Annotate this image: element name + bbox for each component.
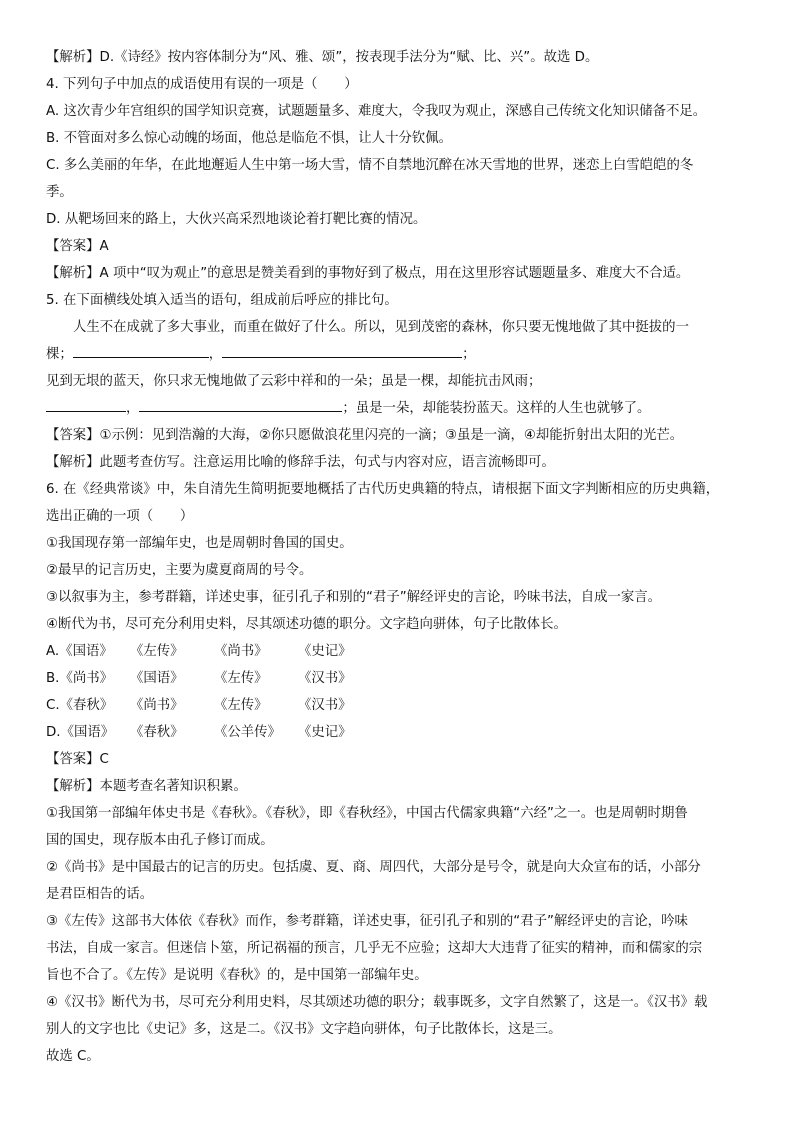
question-4-option-d: D. 从靶场回来的路上，大伙兴高采烈地谈论着打靶比赛的情况。	[46, 212, 427, 227]
fill-blank-2	[222, 343, 462, 358]
option-letter: A.	[46, 644, 60, 659]
fill-blank-3	[46, 397, 126, 412]
fill-blank-1	[73, 343, 209, 358]
option-lead	[46, 692, 130, 719]
question-4-stem: 4. 下列句子中加点的成语使用有误的一项是（ ）	[46, 77, 358, 92]
question-6-answer: 【答案】C	[46, 752, 109, 767]
question-6-stem-cont: 选出正确的一项（ ）	[46, 509, 194, 524]
book-title: 《史记》	[298, 644, 352, 659]
book-title: 《春秋》	[59, 698, 114, 713]
book-title: 《春秋》	[130, 725, 184, 740]
book-title: 《左传》	[214, 671, 268, 686]
question-5-answer: 【答案】①示例：见到浩瀚的大海，②你只愿做浪花里闪亮的一滴；③虽是一滴，④却能折射出太阳的光芒。	[46, 428, 684, 443]
option-letter: D.	[46, 725, 61, 740]
book-title: 《国语》	[60, 725, 115, 740]
analysis-paragraph-3-cont: 书法，自成一家言。但迷信卜筮，所记祸福的预言，几乎无不应验；这却大大违背了征实的精神，而和儒家的宗	[46, 941, 703, 956]
option-letter: B.	[46, 671, 60, 686]
passage-text: ，	[208, 347, 223, 362]
option-lead	[46, 719, 130, 746]
question-5-analysis: 【解析】此题考查仿写。注意运用比喻的修辞手法，句式与内容对应，语言流畅即可。	[46, 455, 555, 470]
passage-text: 棵；	[46, 347, 73, 362]
question-5-stem: 5. 在下面横线处填入适当的语句，组成前后呼应的排比句。	[46, 293, 398, 308]
analysis-paragraph-2-cont: 是君臣相告的话。	[46, 887, 154, 902]
fill-blank-4	[139, 397, 342, 412]
book-title: 《国语》	[130, 671, 184, 686]
book-title: 《左传》	[214, 698, 268, 713]
analysis-paragraph-2: ②《尚书》是中国最古的记言的历史。包括虞、夏、商、周四代，大部分是号令，就是向大众宣布的话，小部分	[46, 860, 701, 875]
analysis-paragraph-1-cont: 国的国史，现存版本由孔子修订而成。	[46, 833, 274, 848]
question-6-item-3: ③以叙事为主，参考群籍，详述史事，征引孔子和别的“君子”解经评史的言论，吟味书法，自成一家言。	[46, 590, 662, 605]
option-lead	[46, 665, 130, 692]
question-6-option-d	[46, 719, 762, 746]
analysis-paragraph-3-cont: 旨也不合了。《左传》是说明《春秋》的，是中国第一部编年史。	[46, 968, 428, 983]
option-letter: C.	[46, 698, 60, 713]
analysis-paragraph-4: ④《汉书》断代为书，尽可充分利用史料，尽其颂述功德的职分；载事既多，文字自然繁了，这是一。《汉书》载	[46, 995, 708, 1010]
book-title: 《公羊传》	[214, 725, 281, 740]
book-title: 《汉书》	[298, 671, 352, 686]
document-page	[46, 44, 762, 1070]
option-lead	[46, 638, 130, 665]
passage-text: ，	[126, 401, 140, 416]
question-4-option-b: B. 不管面对多么惊心动魄的场面，他总是临危不惧，让人十分钦佩。	[46, 131, 453, 146]
analysis-paragraph-1: ①我国第一部编年体史书是《春秋》。《春秋》，即《春秋经》，中国古代儒家典籍“六经”之一。也是周朝时期鲁	[46, 806, 688, 821]
question-6-item-4: ④断代为书，尽可充分利用史料，尽其颂述功德的职分。文字趋向骈体，句子比散体长。	[46, 617, 567, 632]
question-4-analysis: 【解析】A 项中“叹为观止”的意思是赞美看到的事物好到了极点，用在这里形容试题题量多、难度大不合适。	[46, 266, 690, 281]
book-title: 《左传》	[130, 644, 184, 659]
question-5-passage-cont: 见到无垠的蓝天，你只求无愧地做了云彩中祥和的一朵；虽是一棵，却能抗击风雨；	[46, 374, 542, 389]
conclusion: 故选 C。	[46, 1049, 100, 1064]
question-6-option-c	[46, 692, 762, 719]
question-6-item-2: ②最早的记言历史，主要为虞夏商周的号令。	[46, 563, 313, 578]
passage-text: ；	[462, 347, 476, 362]
book-title: 《史记》	[298, 725, 352, 740]
question-6-stem: 6. 在《经典常谈》中，朱自清先生简明扼要地概括了古代历史典籍的特点，请根据下面文字判断相应的历史典籍，	[46, 482, 720, 497]
question-4-option-a: A. 这次青少年宫组织的国学知识竞赛，试题题量多、难度大，令我叹为观止，深感自己传统文化知识储备不足。	[46, 104, 707, 119]
analysis-q3: 【解析】D.《诗经》按内容体制分为“风、雅、颂”，按表现手法分为“赋、比、兴”。故选 D。	[46, 50, 599, 65]
question-5-passage: 人生不在成就了多大事业，而重在做好了什么。所以，见到茂密的森林，你只要无愧地做了其中挺拔的一	[73, 320, 689, 335]
question-5-blank-line-1	[46, 341, 762, 368]
book-title: 《国语》	[59, 644, 113, 659]
question-6-analysis-heading: 【解析】本题考查名著知识积累。	[46, 779, 247, 794]
book-title: 《汉书》	[298, 698, 352, 713]
question-6-item-1: ①我国现存第一部编年史，也是周朝时鲁国的国史。	[46, 536, 353, 551]
question-6-option-b	[46, 665, 762, 692]
question-4-option-c-cont: 季。	[46, 185, 73, 200]
book-title: 《尚书》	[130, 698, 184, 713]
analysis-paragraph-3: ③《左传》这部书大体依《春秋》而作，参考群籍，详述史事，征引孔子和别的“君子”解经评史的言论，吟味	[46, 914, 688, 929]
book-title: 《尚书》	[59, 671, 114, 686]
question-5-blank-line-2	[46, 395, 762, 422]
passage-text: ；虽是一朵，却能装扮蓝天。这样的人生也就够了。	[342, 401, 651, 416]
analysis-paragraph-4-cont: 别人的文字也比《史记》多，这是二。《汉书》文字趋向骈体，句子比散体长，这是三。	[46, 1022, 562, 1037]
question-4-answer: 【答案】A	[46, 239, 109, 254]
question-6-option-a	[46, 638, 762, 665]
question-4-option-c: C. 多么美丽的年华，在此地邂逅人生中第一场大雪，情不自禁地沉醉在冰天雪地的世界，迷恋上白雪皑皑的冬	[46, 158, 694, 173]
book-title: 《尚书》	[214, 644, 268, 659]
